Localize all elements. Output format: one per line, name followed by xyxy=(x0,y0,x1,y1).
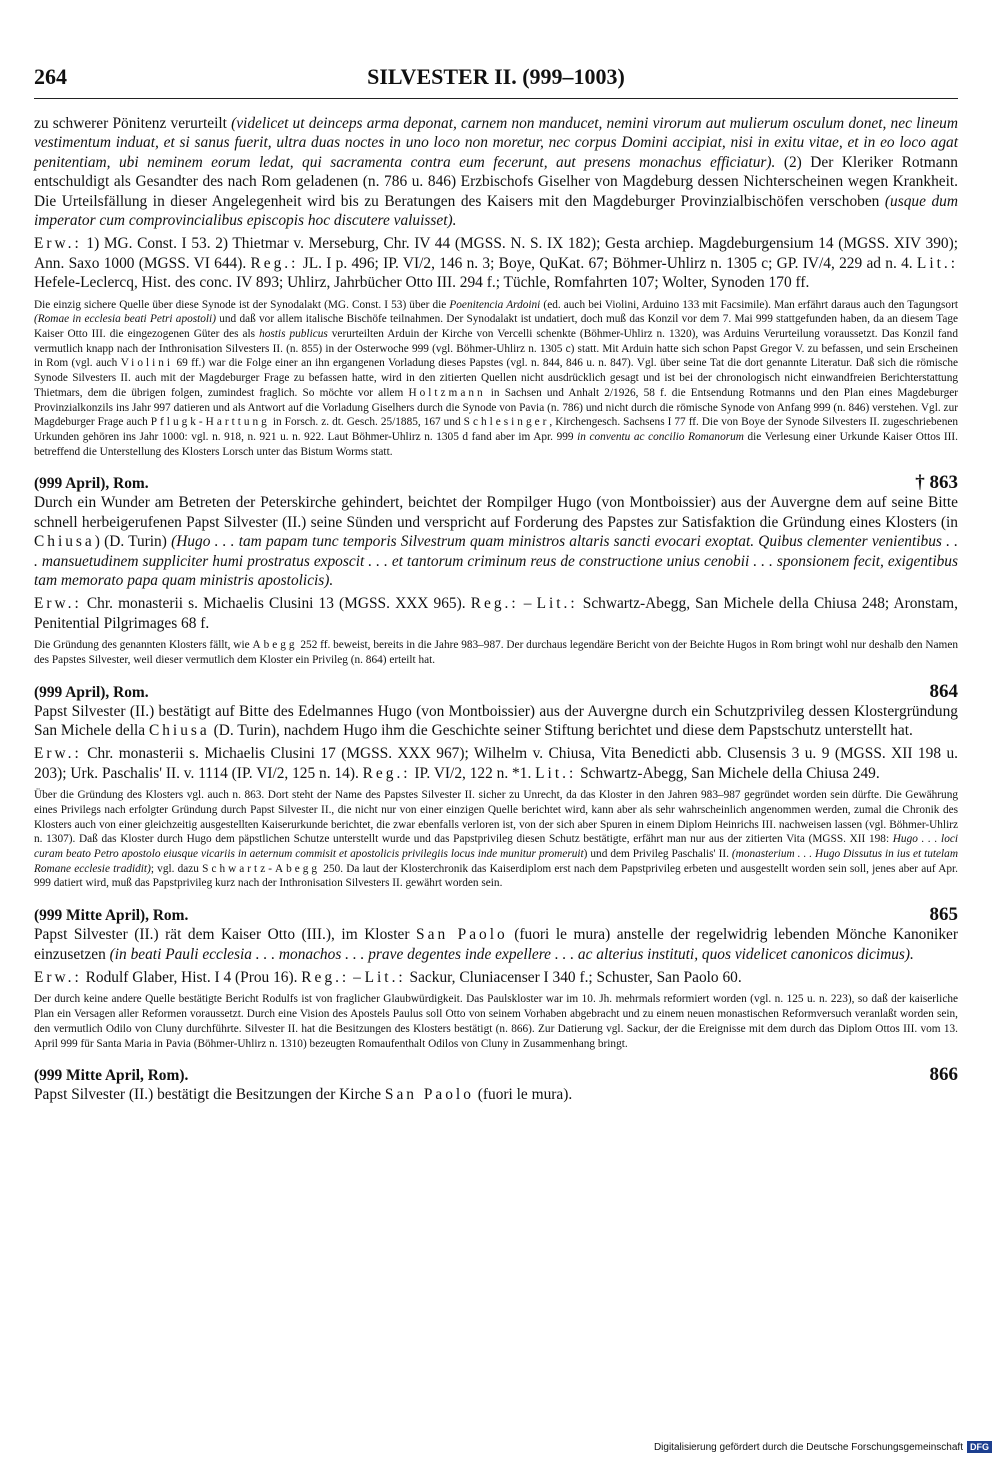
page-header xyxy=(34,64,958,99)
entry-date: (999 April), Rom. xyxy=(34,683,149,701)
body-paragraph: zu schwerer Pönitenz verurteilt (videlicet ut deinceps arma deponat, carnem non manducet, nemini virorum aut mulierum osculum donet, nec lineum vestimentum induat, et si sanus fuerit, ultra duas noctes in uno loco non moretur, nec corpus Domini accipiat, nisi in exitu vitae, et in eo loco agat penitentiam, ubi neminem eorum ledat, qui sacramenta contra eum fecerunt, aut presens monachus efficiatur). (2) Der Kleriker Rotmann entschuldigt als Gesandter des nach Rom geladenen (n. 786 u. 846) Erzbischofs Giselher von Magdeburg dessen Nichterscheinen wegen Krankheit. Die Urteilsfällung in dieser Angelegenheit wird bis zu Beratungen des Kaisers mit den Magdeburger Provinzialbischöfen verschoben (usque dum imperator cum comprovincialibus episcopis hoc discutere valuisset). xyxy=(34,115,958,230)
entry-heading xyxy=(34,905,958,925)
dfg-logo: DFG xyxy=(967,1441,992,1453)
credit-text: Digitalisierung gefördert durch die Deutsche Forschungsgemeinschaft xyxy=(653,1441,963,1453)
entry-heading xyxy=(34,1065,958,1085)
entry-number: 864 xyxy=(929,680,958,702)
body-paragraph: Papst Silvester (II.) bestätigt auf Bitte des Edelmannes Hugo (von Montboissier) aus der Auvergne durch ein Schutzprivileg dessen Klostergründung San Michele della Chiusa (D. Turin), nachdem Hugo ihm die Geschichte seiner Stiftung berichtet und diese dem Papstschutz unterstellt hat. xyxy=(34,702,958,740)
references: Erw.: 1) MG. Const. I 53. 2) Thietmar v. Merseburg, Chr. IV 44 (MGSS. N. S. IX 182); Gesta archiep. Magdeburgensium 14 (MGSS. XIV 390); Ann. Saxo 1000 (MGSS. VI 644). Reg.: JL. I p. 496; IP. VI/2, 146 n. 3; Boye, QuKat. 67; Böhmer-Uhlirz n. 1305 c; GP. IV/4, 229 ad n. 4. Lit.: Hefele-Leclercq, Hist. des conc. IV 893; Uhlirz, Jahrbücher Otto III. 294 f.; Tüchle, Romfahrten 107; Wolter, Synoden 170 ff. xyxy=(34,235,958,292)
commentary-note: Die einzig sichere Quelle über diese Synode ist der Synodalakt (MG. Const. I 53) über die Poenitencia Ardoini (ed. auch bei Violini, Arduino 133 mit Facsimile). Man erfährt daraus auch den Tagungsort (Romae in ecclesia beati Petri apostoli) und daß vor allem italische Bischöfe teilnahmen. Der Synodalakt ist undatiert, doch muß das Konzil vor dem 7. Mai 999 stattgefunden haben, da an diesem Tage Kaiser Otto III. die eingezogenen Güter des als hostis publicus verurteilten Arduin der Kirche von Vercelli schenkte (Böhmer-Uhlirz n. 1320), was Arduins Verurteilung voraussetzt. Das Konzil fand vermutlich knapp nach der Inthronisation Silvesters II. (n. 855) in der Osterwoche 999 (vgl. Böhmer-Uhlirz n. 1305 c) statt. Mit Arduin hatte sich schon Papst Gregor V. zu befassen, und sein Erscheinen in Rom (vgl. auch Violini 69 ff.) war die Folge einer an ihn ergangenen Vorladung dieses Papstes (vgl. n. 844, 846 u. n. 847). Vgl. über seine Tat die dort genannte Literatur. Daß sich die römische Synode Silvesters II. auch mit der Magdeburger Frage zu befassen hatte, wird in den zitierten Quellen nicht ausdrücklich gesagt und ist bei der chronologisch nicht einwandfreien Berichterstattung Thietmars, dem die übrigen folgen, zumindest fraglich. So möchte vor allem Holtzmann in Sachsen und Anhalt 2/1926, 58 f. die Entsendung Rotmanns und den Plan eines Magdeburger Provinzialkonzils ins Jahr 997 datieren und als Antwort auf die Vorladung Giselhers durch die Synode von Pavia (n. 786) und nicht durch die römische Synode von Anfang 999 (n. 846) verstehen. Vgl. zur Magdeburger Frage auch Pflugk-Harttung in Forsch. z. dt. Gesch. 25/1885, 167 und Schlesinger, Kirchengesch. Sachsens I 77 ff. Die von Boye der Synode Silvesters II. zugeschriebenen Urkunden gehören ins Jahr 1000: vgl. n. 918, n. 921 u. n. 922. Laut Böhmer-Uhlirz n. 1305 d fand aber im Apr. 999 in conventu ac concilio Romanorum die Verlesung einer Urkunde Kaiser Ottos III. betreffend die Unterstellung des Klosters Lorsch unter das Bistum Worms statt. xyxy=(34,298,959,458)
body-paragraph: Papst Silvester (II.) rät dem Kaiser Otto (III.), im Kloster San Paolo (fuori le mura) anstelle der regelwidrig lebenden Mönche Kanoniker einzusetzen (in beati Pauli ecclesia . . . monachos . . . prave degentes inde expellere . . . ac alterius instituti, quos videlicet canonicos dicimus). xyxy=(34,926,958,963)
running-title: SILVESTER II. (999–1003) xyxy=(367,64,625,89)
references: Erw.: Chr. monasterii s. Michaelis Clusini 13 (MGSS. XXX 965). Reg.: – Lit.: Schwartz-Abegg, San Michele della Chiusa 248; Aronstam, Penitential Pilgrimages 68 f. xyxy=(34,595,959,632)
entry-heading xyxy=(34,682,958,702)
commentary-note: Der durch keine andere Quelle bestätigte Bericht Rodulfs ist von fraglicher Glaubwürdigkeit. Das Paulskloster war im 10. Jh. mehrmals reformiert worden (vgl. n. 125 u. n. 223), so daß der kaiserliche Plan ein Versagen aller Reformen voraussetzt. Durch eine Vision des Apostels Paulus soll Otto von seinem Vorhaben abgebracht und zu einem neuen monastischen Reformversuch veranlaßt worden sein, den vermutlich Odilo von Cluny durchführte. Silvester II. hat die Besitzungen des Klosters bestätigt (n. 866). Zur Datierung vgl. Sackur, der die Ereignisse mit dem durch das Diplom Ottos III. vom 13. April 999 für Santa Maria in Pavia (Böhmer-Uhlirz n. 1310) bezeugten Romaufenthalt Odilos von Cluny in Zusammenhang bringt. xyxy=(34,993,958,1050)
entry-date: (999 Mitte April, Rom). xyxy=(34,1067,189,1085)
entry-date: (999 Mitte April), Rom. xyxy=(34,907,189,925)
entry-number: † 863 xyxy=(915,472,958,494)
commentary-note: Die Gründung des genannten Klosters fällt, wie Abegg 252 ff. beweist, bereits in die Jahre 983–987. Der durchaus legendäre Bericht von der Beichte Hugos in Rom bringt wohl nur deshalb den Namen des Papstes Silvester, weil dieser vermutlich dem Kloster ein Privileg (n. 864) erteilt hat. xyxy=(34,639,958,666)
references: Erw.: Chr. monasterii s. Michaelis Clusini 17 (MGSS. XXX 967); Wilhelm v. Chiusa, Vita Benedicti abb. Clusensis 3 u. 9 (MGSS. XII 198 u. 203); Urk. Paschalis' II. v. 1114 (IP. VI/2, 125 n. 14). Reg.: IP. VI/2, 122 n. *1. Lit.: Schwartz-Abegg, San Michele della Chiusa 249. xyxy=(34,745,958,782)
entry-number: 865 xyxy=(929,904,958,926)
page-content xyxy=(34,114,958,1105)
page-number: 264 xyxy=(34,64,67,89)
body-paragraph: Durch ein Wunder am Betreten der Peterskirche gehindert, beichtet der Rompilger Hugo (von Montboissier) aus der Auvergne dem auf seine Bitte schnell herbeigerufenen Papst Silvester (II.) seine Sünden und verspricht auf Forderung des Papstes zur Satisfaktion die Gründung eines Klosters (in Chiusa) (D. Turin) (Hugo . . . tam papam tunc temporis Silvestrum quam ministros altaris sancti evocari exoptat. Quibus clementer venientibus . . . mansuetudinem suppliciter humi prostratus exposcit . . . et tantorum criminum reus de constructione unius cenobii . . . sponsionem fecit, exigentibus tam memorato papa quam ministris apostolicis). xyxy=(34,494,958,590)
entry-date: (999 April), Rom. xyxy=(34,475,149,493)
body-paragraph: Papst Silvester (II.) bestätigt die Besitzungen der Kirche San Paolo (fuori le mura). xyxy=(34,1086,573,1104)
digitization-credit xyxy=(654,1441,992,1453)
entry-number: 866 xyxy=(929,1064,958,1086)
entry-heading xyxy=(34,473,958,493)
references: Erw.: Rodulf Glaber, Hist. I 4 (Prou 16). Reg.: – Lit.: Sackur, Cluniacenser I 340 f.; Schuster, San Paolo 60. xyxy=(34,969,742,986)
commentary-note: Über die Gründung des Klosters vgl. auch n. 863. Dort steht der Name des Papstes Silvester II. sicher zu Unrecht, da das Kloster in den Jahren 983–987 gegründet worden sein dürfte. Die Gewährung eines Privilegs nach erfolgter Gründung durch Papst Silvester II., die nicht nur von einer einzigen Quelle berichtet wird, kann aber als sehr wahrscheinlich angenommen werden, zumal die Chronik des Klosters auch von einer gleichzeitig ausgestellten Kaiserurkunde berichtet, die zwar ebenfalls verloren ist, von der sich aber Spuren in einem Diplom Heinrichs III. nachweisen lassen (vgl. Böhmer-Uhlirz n. 1307). Daß das Kloster durch Hugo dem päpstlichen Schutze unterstellt wurde und das Papstprivileg diesen Schutz bestätigte, erfährt man nur aus der zitierten Vita (MGSS. XII 198: Hugo . . . loci curam beato Petro apostolo eiusque vicariis in aeternum commisit et apostolicis privilegiis locus inde munitur promeruit) und dem Privileg Paschalis' II. (monasterium . . . Hugo Dissutus in ius et tutelam Romane ecclesie tradidit); vgl. dazu Schwartz-Abegg 250. Da laut der Klosterchronik das Kaiserdiplom erst nach dem Papstprivileg erbeten und ausgestellt worden sein soll, jenes aber auf Apr. 999 datiert wird, muß das Papstprivileg kurz nach der Inthronisation Silvesters II. gewährt worden sein. xyxy=(34,789,958,890)
